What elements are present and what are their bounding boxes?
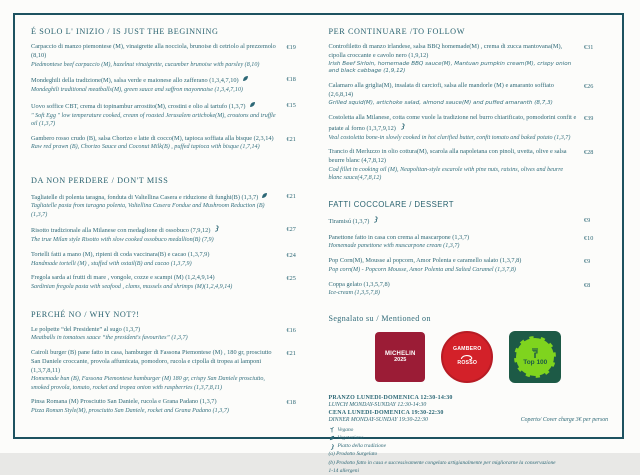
dish-name-it: Pop Corn(M), Mousse al popcorn, Amor Polenta e caramello salato (1,3,7,8): [328, 257, 522, 265]
dish-name-en: Tagliatelle pasta from taragna polenta, Valtellina Casera Fondue and Mushroom Reduction (B) (1,3,7): [31, 203, 265, 218]
menu-item-calamaro: [329, 82, 609, 107]
dish-name-en: " Soft Egg " low temperature cooked, cream of roasted Jerusalem artichoke(M), croutons and truffle oil (1,3,7): [31, 112, 276, 127]
menu-item-fregola: [31, 274, 311, 291]
vegetarian-leaf-icon: [242, 75, 249, 82]
menu-item-uovo-soffice: [31, 101, 311, 128]
fork-icon: [530, 347, 540, 359]
badges-row: [329, 331, 609, 383]
dish-name-en: Irish Beef Sirloin, homemade BBQ sauce(M), Mantuan pumpkin cream(M), crispy onion and black cabbage (1,9,12): [328, 60, 572, 75]
cover-charge-note: Coperto/ Cover charge 3€ per person: [520, 416, 608, 423]
dish-name-it: Carpaccio di manzo piemontese (M), vinaigrette alla nocciola, brunoise di cetriolo al prezzemolo (8,10): [31, 43, 276, 59]
dish-name-en: Raw red prawn (B), Chorizo Sauce and Coconut Milk(B) , puffed tapioca with bisque (1,7,14): [31, 144, 260, 151]
dish-name-en: Homemade panettone with mascarpone cream (1,3,7): [328, 243, 460, 250]
menu-item-cairoli-burger: [31, 349, 311, 392]
menu-item-controfiletto: [329, 43, 609, 76]
tradition-swirl-icon: [213, 225, 220, 232]
menu-item-polpette: [31, 326, 311, 343]
tradition-swirl-icon: [399, 123, 406, 130]
vegan-icon: [329, 427, 335, 433]
top100-badge-text: Top 100: [523, 359, 548, 367]
dish-name-it: Controfiletto di manzo irlandese, salsa BBQ homemade(M) , crema di zucca mantovana(M), cipolla croccante e cavolo nero (1,9,12): [328, 43, 563, 59]
tradition-swirl-icon: [329, 444, 335, 450]
dish-name-en: Ice-cream (1,3,5,7,8): [328, 290, 380, 297]
dish-price: €27: [286, 226, 296, 234]
dish-name-en: Piedmontese beef carpaccio (M), hazelnut vinaigrette, cucumber brunoise with parsley (8,10): [31, 61, 260, 68]
dish-name-en: Sardinian fregola pasta with seafood , clams, mussels and shrimps (M)(1,2,4,9,14): [31, 284, 233, 291]
gambero-badge-text-2: ROSSO: [457, 359, 478, 366]
dish-price: €10: [584, 234, 594, 242]
dish-name-en: Veal costoletta bone-in slowly cooked in hot clarified butter, confit tomato and baked potato (1,3,7): [328, 134, 571, 141]
dish-name-en: Cod fillet in cooking oil (M), Neapolitan-style escarole with pine nuts, raisins, olives and beurre blanc sauce(4,7,8,12): [328, 166, 564, 182]
michelin-badge: [375, 332, 425, 382]
opening-hours: [329, 395, 609, 425]
top100-badge: [509, 331, 561, 383]
dish-price: €21: [286, 350, 296, 358]
menu-item-risotto: [31, 225, 311, 244]
lunch-hours-it: PRANZO LUNEDI-DOMENICA 12:30-14:30: [328, 394, 453, 401]
dish-price: €8: [584, 281, 591, 289]
menu-item-panettone: [329, 234, 609, 251]
dish-price: €19: [286, 44, 296, 51]
dish-price: €9: [584, 217, 591, 225]
mentioned-on-label: Segnalato su / Mentioned on: [328, 313, 431, 323]
dish-name-it: Fregola sarda ai frutti di mare , vongole, cozze e scampi (M) (1,2,4,9,14): [31, 274, 215, 282]
section-title-dont-miss: DA NON PERDERE / DON'T MISS: [31, 175, 169, 185]
dish-name-en: Mondeghili traditional meatballs(M), green sauce and saffron mayonnaise (1,3,4,7,10): [31, 87, 243, 94]
dish-name-it: Uovo soffice CBT, crema di topinambur arrostito(M), crostini e olio al tartufo (1,3,7): [31, 102, 246, 110]
dish-price: €31: [584, 44, 594, 51]
menu-item-merluzzo: [329, 148, 609, 182]
dish-price: €25: [286, 275, 296, 283]
dish-name-en: Handmade tortelli (M) , stuffed with oxtail(B) and cacao (1,3,7,9): [31, 260, 192, 267]
section-mains: [329, 27, 609, 182]
legend-vegetarian: Vegetariano: [329, 435, 609, 442]
dish-price: €18: [286, 76, 296, 84]
dish-price: €21: [286, 135, 296, 143]
dish-name-en: Grilled squid(M), artichoke salad, almond sauce(M) and puffed amaranth (8,7,3): [328, 99, 553, 106]
dish-name-it: Panettone fatto in casa con crema al mascarpone (1,3,7): [328, 233, 470, 241]
vegetarian-leaf-icon: [329, 435, 335, 441]
dish-name-it: Tortelli fatti a mano (M), ripieni di coda vaccinara(B) e cacao (1,3,7,9): [31, 250, 210, 258]
dish-name-en: Pizza Roman Style(M), prosciutto San Daniele, rocket and Grana Padano (1,3,7): [31, 408, 229, 415]
menu-item-costoletta: [329, 114, 609, 142]
dish-price: €15: [286, 101, 296, 109]
dish-name-en: Pop corn(M) - Popcorn Mousse, Amor Polenta and Salted Caramel (1,3,7,8): [328, 266, 516, 273]
menu-item-popcorn: [329, 257, 609, 274]
menu-border-frame: [13, 13, 624, 474]
menu-item-coppa-gelato: [329, 281, 609, 298]
menu-item-pinsa-romana: [31, 398, 311, 415]
vegetarian-leaf-icon: [261, 192, 268, 199]
section-title-why-not: PERCHÉ NO / WHY NOT?!: [31, 309, 140, 319]
section-title-starters: É SOLO L' INIZIO / IS JUST THE BEGINNING: [31, 27, 219, 36]
dish-name-en: Meatballs in tomatoes sauce “the president's favourites” (1,3,7): [31, 335, 188, 342]
dish-name-it: Cairoli burger (B) pane fatto in casa, hamburger di Fassona Piemontese (M) , 180 gr, prosciutto San Daniele croccante, provola affumicata, pomodoro, rucola e cipolla di tropea ai lamponi (1,3,7,8,11): [31, 349, 272, 374]
menu-item-mondeghili: [31, 75, 311, 94]
dish-name-it: Pinsa Romana (M) Prosciutto San Daniele, rucola e Grana Padano (1,3,7): [31, 398, 217, 406]
dish-name-it: Le polpette “del Presidente” al sugo (1,3,7): [31, 325, 141, 333]
dish-price: €16: [286, 326, 296, 334]
dish-name-it: Mondeghili della tradizione(M), salsa verde e maionese allo zafferano (1,3,4,7,10): [31, 77, 239, 85]
dish-name-it: Gambero rosso crudo (B), salsa Chorizo e latte di cocco(M), tapioca soffiata alla bisque (2,3,14): [31, 134, 274, 142]
dinner-hours-en: DINNER MONDAY-SUNDAY 19:30-22:30: [328, 416, 428, 423]
legend-frozen-a: (a) Prodotto Surgelato: [328, 451, 378, 458]
legend-allergens: 1-14 allergeni: [328, 467, 359, 474]
michelin-badge-year: 2025: [394, 356, 407, 363]
menu-item-tortelli: [31, 251, 311, 268]
dish-name-it: Trancio di Merluzzo in olio cottura(M), scarola alla napoletana con pinoli, uvetta, olive e salsa beurre blanc (4,7,8,12): [328, 148, 567, 165]
lunch-hours-en: LUNCH MONDAY-SUNDAY 12:30-14:30: [328, 401, 427, 408]
dish-name-en: Homemade bun (B), Fassona Piemontese hamburger (M) 180 gr, crispy San Daniele prosciutto, smoked provola, tomato, rocket and tropea onion with raspberries (1,3,7,8,11): [31, 376, 265, 391]
dish-name-it: Calamaro alla griglia(M), insalata di carciofi, salsa alle mandorle (M) e amaranto soffiato (2,6,8,14): [328, 82, 554, 99]
section-dessert: [329, 200, 609, 297]
section-starters: [31, 27, 311, 152]
vegetarian-leaf-icon: [249, 101, 256, 108]
dish-price: €9: [584, 258, 591, 266]
menu-item-carpaccio: [31, 43, 311, 69]
menu-left-column: [31, 27, 311, 429]
menu-item-gambero-rosso: [31, 135, 311, 152]
dish-name-it: Costoletta alla Milanese, cotta come vuole la tradizione nel burro chiarificato, pomodorini confit e patate al forno (1,3,7,9,12): [328, 113, 577, 132]
michelin-badge-text: MICHELIN: [384, 350, 416, 357]
dish-price: €26: [584, 83, 594, 91]
dish-price: €28: [584, 149, 594, 157]
dish-price: €21: [286, 192, 296, 200]
dish-price: €18: [286, 399, 296, 407]
section-dont-miss: [31, 176, 311, 292]
section-why-not: [31, 310, 311, 416]
legend-frozen-b: (b) Prodotto fatto in casa e successivamente congelato artigianalmente per migliorarne la conservazione: [328, 459, 556, 466]
legend-tradition: Piatto della tradizione: [329, 443, 609, 450]
gambero-badge-text: GAMBERO: [453, 345, 482, 352]
section-title-dessert: FATTI COCCOLARE / DESSERT: [328, 200, 454, 210]
menu-right-column: [328, 27, 609, 474]
dish-name-en: The true Milan style Risotto with slow cooked ossobuco medallion(B) (7,9): [31, 237, 214, 244]
dish-name-it: Tagliatelle di polenta taragna, fonduta di Valtellina Casera e riduzione di funghi(B) (1,3,7): [31, 193, 259, 201]
section-title-mains: PER CONTINUARE /TO FOLLOW: [328, 27, 466, 36]
tradition-swirl-icon: [372, 216, 379, 223]
dish-price: €39: [584, 114, 594, 122]
gambero-rosso-badge: [441, 331, 493, 383]
legend: [329, 427, 609, 475]
dish-price: €24: [286, 251, 296, 259]
menu-item-tiramisu: [329, 216, 609, 227]
dinner-hours-it: CENA LUNEDI-DOMENICA 19:30-22:30: [328, 409, 444, 416]
dish-name-it: Risotto tradizionale alla Milanese con medaglione di ossobuco (7,9,12): [31, 227, 211, 235]
dish-name-it: Coppa gelato (1,3,5,7,8): [328, 280, 390, 288]
menu-item-tagliatelle: [31, 192, 311, 219]
dish-name-it: Tiramisú (1,3,7): [328, 218, 370, 226]
legend-vegan: Vegano: [329, 427, 609, 434]
